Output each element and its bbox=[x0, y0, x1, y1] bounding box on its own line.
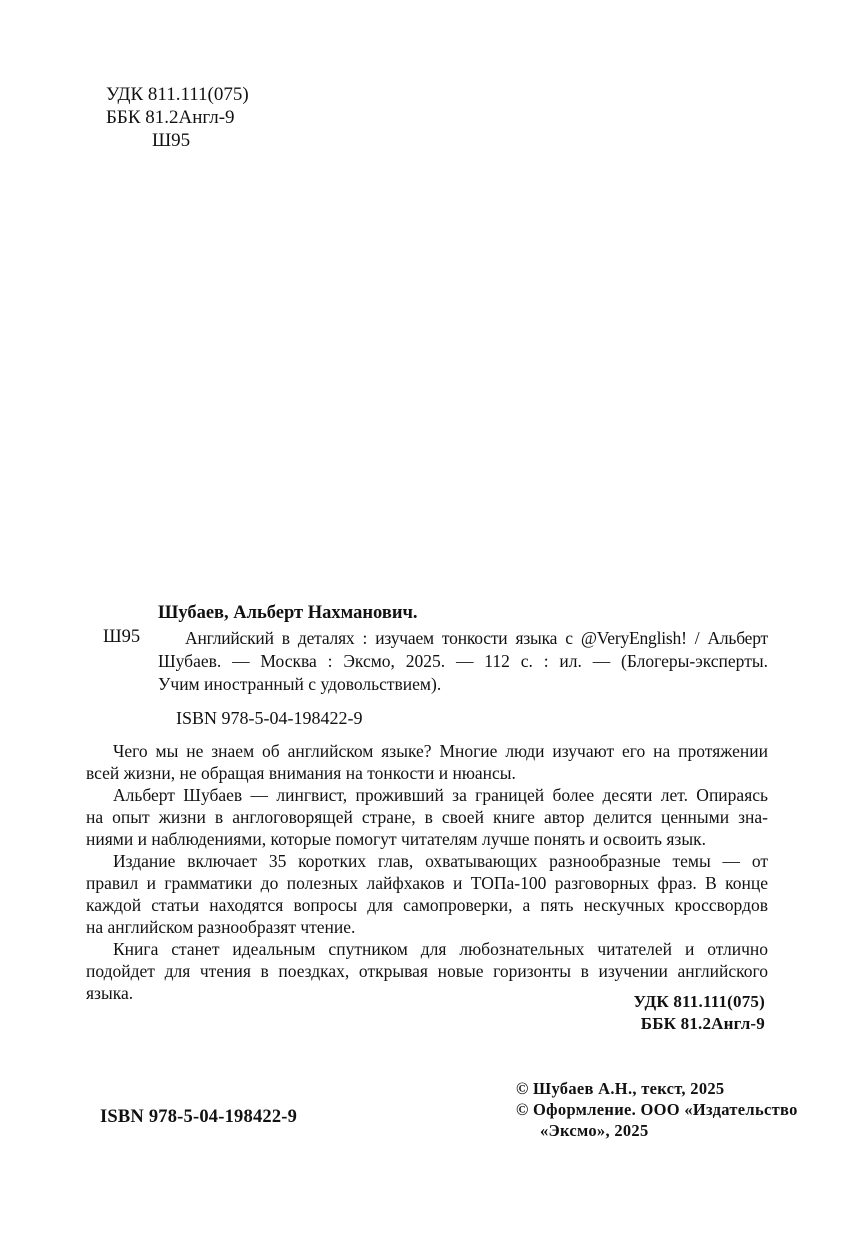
annotation-line: подойдет для чтения в поездках, открывая новые горизонты в изучении английского bbox=[86, 961, 768, 981]
udc-code-top: УДК 811.111(075) bbox=[106, 84, 249, 105]
annotation-line: Книга станет идеальным спутником для любознательных читателей и отлично bbox=[113, 939, 768, 959]
annotation-line: ниями и наблюдениями, которые помогут читателям лучше понять и освоить язык. bbox=[86, 829, 706, 849]
isbn-bottom: ISBN 978-5-04-198422-9 bbox=[100, 1107, 298, 1127]
biblio-line: Учим иностранный с удовольствием). bbox=[158, 674, 442, 694]
biblio-line: Шубаев. — Москва : Эксмо, 2025. — 112 с. : ил. — (Блогеры-эксперты. bbox=[158, 651, 768, 671]
isbn-top: ISBN 978-5-04-198422-9 bbox=[176, 708, 363, 728]
copyright-line: © Оформление. ООО «Издательство bbox=[516, 1100, 798, 1119]
annotation-line: Альберт Шубаев — лингвист, проживший за границей более десяти лет. Опираясь bbox=[113, 785, 768, 805]
bibliographic-entry bbox=[158, 627, 768, 696]
annotation-line: всей жизни, не обращая внимания на тонкости и нюансы. bbox=[86, 763, 516, 783]
annotation bbox=[86, 740, 768, 1004]
copyright-line: © Шубаев А.Н., текст, 2025 bbox=[516, 1079, 725, 1098]
annotation-line: Чего мы не знаем об английском языке? Многие люди изучают его на протяжении bbox=[113, 741, 768, 761]
annotation-line: Издание включает 35 коротких глав, охватывающих разнообразные темы — от bbox=[113, 851, 768, 871]
author-heading: Шубаев, Альберт Нахманович. bbox=[158, 603, 418, 623]
bbk-code-bottom: ББК 81.2Англ-9 bbox=[640, 1014, 765, 1033]
annotation-line: каждой статьи находятся вопросы для самопроверки, а пять нескучных кроссвордов bbox=[86, 895, 768, 915]
annotation-line: на английском разнообразят чтение. bbox=[86, 917, 356, 937]
author-sign-margin: Ш95 bbox=[103, 627, 141, 647]
copyright-line: «Эксмо», 2025 bbox=[540, 1121, 649, 1140]
annotation-line: на опыт жизни в англоговорящей стране, в своей книге автор делится ценными зна- bbox=[86, 807, 768, 827]
copyright-block bbox=[516, 1078, 798, 1141]
bbk-code-top: ББК 81.2Англ-9 bbox=[106, 107, 235, 128]
annotation-line: языка. bbox=[86, 983, 134, 1003]
bottom-classification-block bbox=[634, 991, 766, 1035]
annotation-line: правил и грамматики до полезных лайфхаков и ТОПа-100 разговорных фраз. В конце bbox=[86, 873, 768, 893]
author-sign-top: Ш95 bbox=[152, 130, 191, 151]
biblio-line: Английский в деталях : изучаем тонкости языка с @VeryEnglish! / Альберт bbox=[185, 628, 768, 648]
top-classification-block bbox=[106, 83, 249, 152]
udc-code-bottom: УДК 811.111(075) bbox=[633, 992, 765, 1011]
